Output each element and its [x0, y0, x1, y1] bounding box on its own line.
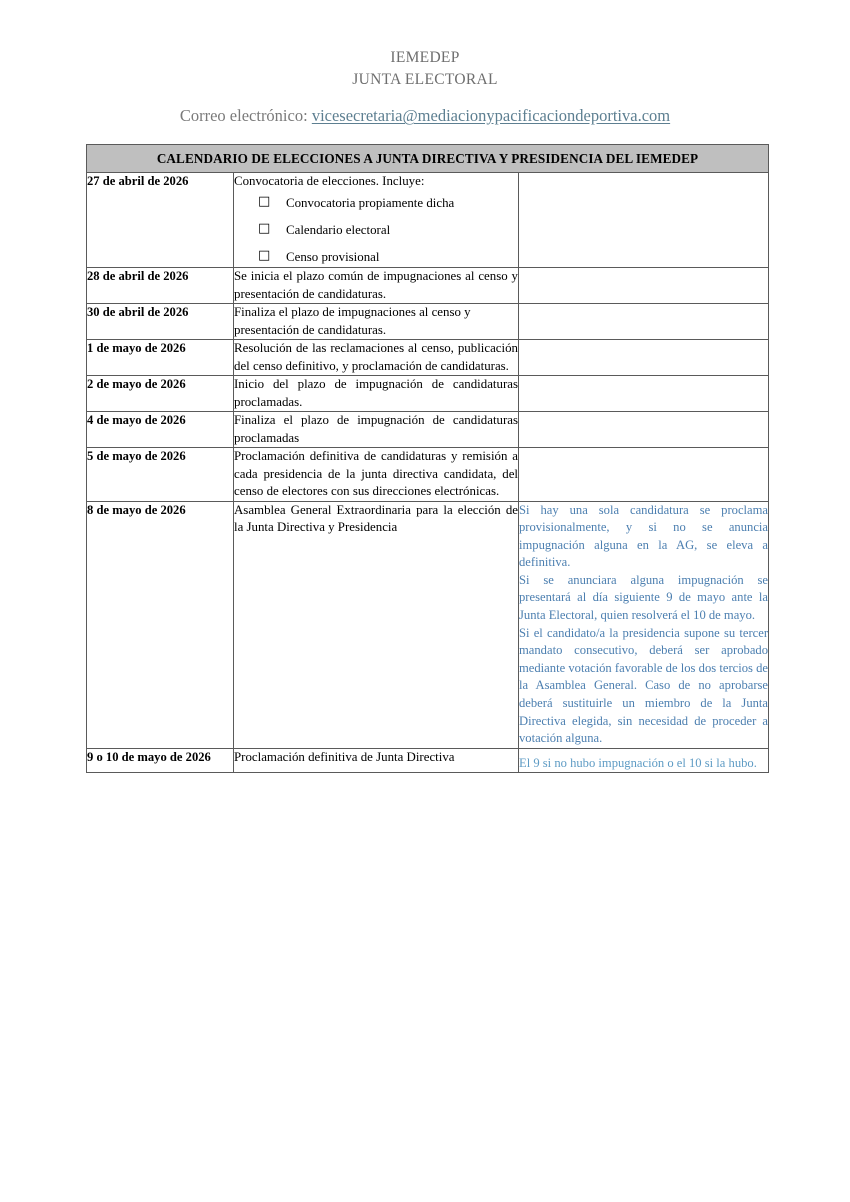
table-row	[87, 304, 769, 340]
row-note	[519, 448, 769, 502]
row-description: Proclamación definitiva de Junta Directiva	[234, 748, 519, 773]
row-description	[234, 173, 519, 268]
row-note: El 9 si no hubo impugnación o el 10 si la hubo.	[519, 748, 769, 773]
list-item	[234, 249, 518, 265]
row-note	[519, 501, 769, 748]
empty-square-bullet-icon: □	[258, 248, 271, 263]
row-note	[519, 268, 769, 304]
row-note	[519, 412, 769, 448]
row-note	[519, 173, 769, 268]
row-date: 2 de mayo de 2026	[87, 376, 234, 412]
email-link[interactable]: vicesecretaria@mediacionypacificaciondeportiva.com	[311, 106, 671, 125]
row-description: Asamblea General Extraordinaria para la elección de la Junta Directiva y Presidencia	[234, 501, 519, 748]
table-row	[87, 268, 769, 304]
table-row	[87, 173, 769, 268]
email-label: Correo electrónico:	[179, 106, 308, 125]
row-description: Proclamación definitiva de candidaturas y remisión a cada presidencia de la junta directiva candidata, del censo de electores con sus direcciones electrónicas.	[234, 448, 519, 502]
note-paragraph: Si se anunciara alguna impugnación se presentará al día siguiente 9 de mayo ante la Junta Electoral, quien resolverá el 10 de mayo.	[519, 572, 769, 623]
table-row	[87, 340, 769, 376]
table-title-row	[87, 145, 769, 173]
row-note	[519, 304, 769, 340]
row-description: Finaliza el plazo de impugnación de candidaturas proclamadas	[234, 412, 519, 448]
row-description: Resolución de las reclamaciones al censo, publicación del censo definitivo, y proclamación de candidaturas.	[234, 340, 519, 376]
row-date: 30 de abril de 2026	[87, 304, 234, 340]
row-date: 1 de mayo de 2026	[87, 340, 234, 376]
list-item-label: Calendario electoral	[286, 223, 391, 237]
note-paragraph: Si hay una sola candidatura se proclama provisionalmente, y si no se anuncia impugnación alguna en la AG, se eleva a definitiva.	[519, 502, 769, 570]
convocatoria-bullet-list	[234, 195, 518, 265]
row-note	[519, 376, 769, 412]
empty-square-bullet-icon: □	[258, 221, 271, 236]
empty-square-bullet-icon: □	[258, 194, 271, 209]
list-item	[234, 195, 518, 211]
row-description: Inicio del plazo de impugnación de candidaturas proclamadas.	[234, 376, 519, 412]
table-row	[87, 376, 769, 412]
row-date: 5 de mayo de 2026	[87, 448, 234, 502]
row-date: 28 de abril de 2026	[87, 268, 234, 304]
row-note	[519, 340, 769, 376]
list-item-label: Convocatoria propiamente dicha	[286, 196, 455, 210]
row-date: 8 de mayo de 2026	[87, 501, 234, 748]
document-header	[0, 47, 850, 127]
row-date: 27 de abril de 2026	[87, 173, 234, 268]
note-paragraph: Si el candidato/a la presidencia supone su tercer mandato consecutivo, deberá ser aprobado mediante votación favorable de los dos tercios de la Asamblea General. Caso de no aprobarse deberá sustituirle un miembro de la Junta Directiva elegida, sin necesidad de proceder a votación alguna.	[519, 625, 769, 746]
row-date: 9 o 10 de mayo de 2026	[87, 748, 234, 773]
list-item-label: Censo provisional	[286, 250, 380, 264]
electoral-board-name: JUNTA ELECTORAL	[352, 71, 498, 88]
row-description-intro: Convocatoria de elecciones. Incluye:	[234, 174, 425, 188]
organization-name: IEMEDEP	[390, 49, 460, 66]
table-row	[87, 448, 769, 502]
row-description: Finaliza el plazo de impugnaciones al censo y presentación de candidaturas.	[234, 304, 519, 340]
election-calendar-table	[86, 144, 769, 773]
table-title: CALENDARIO DE ELECCIONES A JUNTA DIRECTIVA Y PRESIDENCIA DEL IEMEDEP	[87, 145, 769, 173]
list-item	[234, 222, 518, 238]
row-date: 4 de mayo de 2026	[87, 412, 234, 448]
table-row	[87, 501, 769, 748]
row-description: Se inicia el plazo común de impugnaciones al censo y presentación de candidaturas.	[234, 268, 519, 304]
contact-email-line	[0, 105, 850, 127]
table-row	[87, 412, 769, 448]
table-row	[87, 748, 769, 773]
